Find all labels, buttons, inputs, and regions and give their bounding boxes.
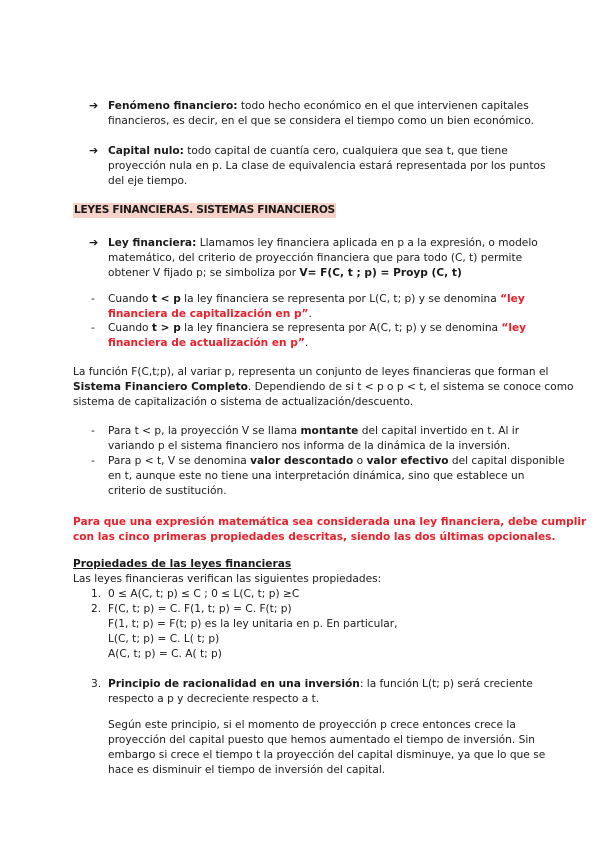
term: Fenómeno financiero: — [108, 100, 238, 112]
term: valor efectivo — [366, 455, 449, 467]
list-number: 2. — [91, 603, 102, 615]
definition-fenomeno-financiero — [108, 99, 534, 129]
text: Cuando — [108, 322, 152, 334]
list-item-montante — [108, 424, 519, 454]
text: Propiedades de las leyes financieras — [73, 558, 292, 570]
highlight-text: financiera de capitalización en p” — [108, 308, 309, 320]
arrow-bullet-icon: ➔ — [89, 236, 99, 249]
text: o — [353, 455, 367, 467]
requirement-note — [73, 515, 586, 545]
text: Llamamos ley financiera aplicada en p a la expresión, o modelo — [196, 237, 538, 249]
text: A(C, t; p) = C. A( t; p) — [108, 648, 222, 660]
list-number: 3. — [91, 678, 102, 690]
text: con las cinco primeras propiedades descritas, siendo las dos últimas opcionales. — [73, 531, 556, 543]
properties-intro: Las leyes financieras verifican las siguientes propiedades: — [73, 573, 382, 585]
property-2 — [108, 602, 397, 662]
definition-capital-nulo — [108, 144, 546, 189]
text: La función F(C,t;p), al variar p, representa un conjunto de leyes financieras que forman el — [73, 366, 549, 378]
text: del eje tiempo. — [108, 175, 188, 187]
term: montante — [300, 425, 359, 437]
text: Según este principio, si el momento de proyección p crece entonces crece la — [108, 719, 516, 731]
term: valor descontado — [250, 455, 354, 467]
highlight-text: “ley — [501, 322, 527, 334]
text: en t, aunque este no tiene una interpretación dinámica, sino que establece un — [108, 470, 525, 482]
dash-marker: - — [91, 455, 95, 467]
text: . — [308, 308, 312, 320]
properties-title — [73, 557, 291, 572]
text: todo capital de cuantía cero, cualquiera que sea t, que tiene — [183, 145, 508, 157]
text: sistema de capitalización o sistema de actualización/descuento. — [73, 396, 414, 408]
text: la ley financiera se representa por L(C, t; p) y se denomina — [180, 293, 501, 305]
formula: V= F(C, t ; p) = Proyp (C, t) — [299, 267, 462, 279]
text: Para t < p, la proyección V se llama — [108, 425, 301, 437]
arrow-bullet-icon: ➔ — [89, 99, 99, 112]
term: Capital nulo: — [108, 145, 184, 157]
list-item-actualizacion — [108, 321, 526, 351]
paragraph-sistema-financiero — [73, 365, 574, 410]
text: financieros, es decir, en el que se considera el tiempo como un bien económico. — [108, 115, 534, 127]
text: t < p — [151, 293, 181, 305]
text: Cuando — [108, 293, 152, 305]
text: : la función L(t; p) será creciente — [359, 678, 533, 690]
text: L(C, t; p) = C. L( t; p) — [108, 633, 220, 645]
dash-marker: - — [91, 322, 95, 334]
text: variando p el sistema financiero nos informa de la dinámica de la inversión. — [108, 440, 511, 452]
text: embargo si crece el tiempo t la proyección del capital disminuye, ya que lo que se — [108, 749, 546, 761]
text: Para que una expresión matemática sea considerada una ley financiera, debe cumplir — [73, 516, 587, 528]
text: proyección del capital puesto que hemos aumentado el tiempo de inversión. Sin — [108, 734, 535, 746]
text: del capital disponible — [448, 455, 565, 467]
list-item-valor-descontado — [108, 454, 565, 499]
text: criterio de sustitución. — [108, 485, 227, 497]
property-3 — [108, 677, 533, 707]
arrow-bullet-icon: ➔ — [89, 144, 99, 157]
property-1: 0 ≤ A(C, t; p) ≤ C ; 0 ≤ L(C, t; p) ≥C — [108, 588, 300, 600]
text: . — [304, 337, 309, 349]
property-3-explanation — [108, 718, 545, 778]
section-heading: LEYES FINANCIERAS. SISTEMAS FINANCIEROS — [74, 204, 335, 216]
term: Sistema Financiero Completo — [73, 381, 248, 393]
text: respecto a p y decreciente respecto a t. — [108, 693, 320, 705]
text: hace es disminuir el tiempo de inversión del capital. — [108, 764, 386, 776]
text: proyección nula en p. La clase de equivalencia estará representada por los puntos — [108, 160, 546, 172]
term: Ley financiera: — [108, 237, 197, 249]
highlight-text: financiera de actualización en p” — [108, 337, 305, 349]
dash-marker: - — [91, 293, 95, 305]
text: F(C, t; p) = C. F(1, t; p) = C. F(t; p) — [108, 603, 292, 615]
list-number: 1. — [91, 588, 102, 600]
text: todo hecho económico en el que intervienen capitales — [237, 100, 529, 112]
text: matemático, del criterio de proyección financiera que para todo (C, t) permite — [108, 252, 523, 264]
text: Para p < t, V se denomina — [108, 455, 251, 467]
definition-ley-financiera — [108, 236, 538, 281]
text: t > p — [151, 322, 181, 334]
list-item-capitalizacion — [108, 292, 525, 322]
highlight-text: “ley — [500, 293, 525, 305]
dash-marker: - — [91, 425, 95, 437]
text: obtener V fijado p; se simboliza por — [108, 267, 300, 279]
text: la ley financiera se representa por A(C, t; p) y se denomina — [180, 322, 502, 334]
text: . Dependiendo de si t < p o p < t, el sistema se conoce como — [247, 381, 574, 393]
text: F(1, t; p) = F(t; p) es la ley unitaria en p. En particular, — [108, 618, 398, 630]
text: del capital invertido en t. Al ir — [358, 425, 520, 437]
term: Principio de racionalidad en una inversión — [108, 678, 360, 690]
